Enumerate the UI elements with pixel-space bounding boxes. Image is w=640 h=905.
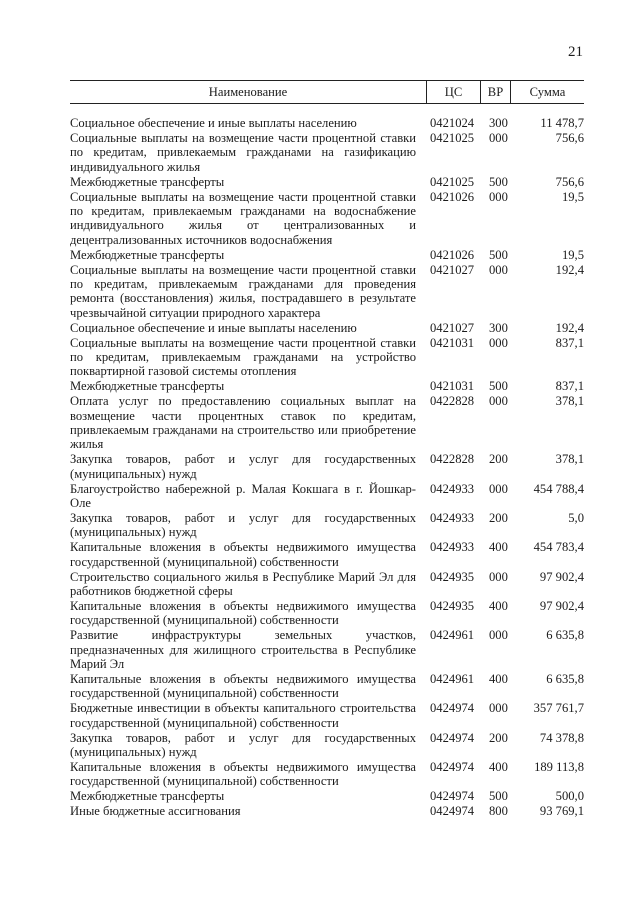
row-name: Капитальные вложения в объекты недвижимого имущества государственной (муниципальной) собственности [70, 598, 416, 628]
row-vr: 000 [489, 335, 508, 350]
row-cs: 0424933 [430, 510, 475, 525]
header-cs: ЦС [427, 81, 481, 103]
row-sum: 97 902,4 [539, 569, 584, 584]
row-vr: 200 [489, 730, 508, 745]
row-sum: 74 378,8 [539, 730, 584, 745]
row-cs: 0421031 [430, 335, 475, 350]
row-sum: 6 635,8 [546, 671, 584, 686]
row-cs: 0421024 [430, 116, 475, 130]
table-row [70, 570, 584, 599]
table-row [70, 511, 584, 540]
row-sum: 454 783,4 [533, 540, 584, 555]
table-row [70, 672, 584, 701]
table-row [70, 701, 584, 730]
table-row [70, 599, 584, 628]
row-name: Социальное обеспечение и иные выплаты населению [70, 116, 357, 130]
row-sum: 378,1 [555, 452, 584, 467]
row-vr: 000 [489, 628, 508, 643]
row-cs: 0424961 [430, 671, 475, 686]
row-vr: 500 [489, 247, 508, 262]
table-row [70, 116, 584, 130]
header-vr: ВР [481, 81, 511, 103]
row-name: Межбюджетные трансферты [70, 174, 225, 189]
table-row [70, 190, 584, 248]
row-cs: 0421027 [430, 262, 475, 277]
row-vr: 500 [489, 174, 508, 189]
budget-table [70, 80, 584, 819]
row-name: Капитальные вложения в объекты недвижимого имущества государственной (муниципальной) собственности [70, 759, 416, 789]
row-name: Межбюджетные трансферты [70, 789, 225, 804]
row-sum: 19,5 [561, 247, 584, 262]
row-vr: 400 [489, 540, 508, 555]
row-sum: 837,1 [555, 335, 584, 350]
row-vr: 200 [489, 510, 508, 525]
row-sum: 5,0 [568, 510, 584, 525]
row-cs: 0424974 [430, 730, 475, 745]
table-row [70, 263, 584, 321]
table-row [70, 482, 584, 511]
table-row [70, 452, 584, 481]
row-vr: 500 [489, 379, 508, 394]
row-vr: 000 [489, 569, 508, 584]
table-row [70, 394, 584, 452]
row-sum: 756,6 [555, 130, 584, 145]
table-row [70, 175, 584, 189]
row-vr: 800 [489, 804, 508, 819]
row-cs: 0424974 [430, 701, 475, 716]
row-name: Социальное обеспечение и иные выплаты населению [70, 320, 357, 335]
row-vr: 000 [489, 189, 508, 204]
row-cs: 0421025 [430, 174, 475, 189]
row-sum: 19,5 [561, 189, 584, 204]
row-name: Закупка товаров, работ и услуг для государственных (муниципальных) нужд [70, 452, 416, 481]
row-sum: 454 788,4 [533, 481, 584, 496]
row-cs: 0422828 [430, 452, 475, 467]
row-cs: 0424961 [430, 628, 475, 643]
row-sum: 500,0 [555, 789, 584, 804]
row-sum: 192,4 [555, 262, 584, 277]
row-cs: 0424974 [430, 759, 475, 774]
row-cs: 0422828 [430, 394, 475, 409]
row-cs: 0424974 [430, 789, 475, 804]
table-body [70, 116, 584, 819]
row-vr: 300 [489, 320, 508, 335]
row-cs: 0421031 [430, 379, 475, 394]
row-name: Закупка товаров, работ и услуг для государственных (муниципальных) нужд [70, 510, 416, 540]
table-row [70, 336, 584, 379]
row-name: Закупка товаров, работ и услуг для государственных (муниципальных) нужд [70, 730, 416, 759]
row-sum: 756,6 [555, 174, 584, 189]
table-header [70, 80, 584, 104]
row-sum: 189 113,8 [534, 759, 584, 774]
table-row [70, 321, 584, 335]
row-cs: 0421025 [430, 130, 475, 145]
row-name: Иные бюджетные ассигнования [70, 804, 241, 819]
row-cs: 0424935 [430, 569, 475, 584]
row-sum: 11 478,7 [540, 116, 584, 130]
row-sum: 192,4 [555, 320, 584, 335]
table-row [70, 540, 584, 569]
row-name: Социальные выплаты на возмещение части процентной ставки по кредитам, привлекаемым гражданами для проведения ремонта (восстановления) жилья, пострадавшего в результате чрезвычайной ситуации природного характера [70, 262, 416, 320]
header-name: Наименование [70, 81, 427, 103]
row-vr: 400 [489, 671, 508, 686]
table-row [70, 804, 584, 818]
table-row [70, 760, 584, 789]
row-cs: 0421027 [430, 320, 475, 335]
row-vr: 000 [489, 262, 508, 277]
row-name: Межбюджетные трансферты [70, 379, 225, 394]
row-name: Межбюджетные трансферты [70, 247, 225, 262]
row-vr: 000 [489, 701, 508, 716]
row-sum: 837,1 [555, 379, 584, 394]
row-vr: 300 [489, 116, 508, 130]
row-name: Социальные выплаты на возмещение части процентной ставки по кредитам, привлекаемым гражданами на водоснабжение индивидуального жилья от централизованных и децентрализованных источников водоснабжения [70, 189, 416, 247]
row-name: Строительство социального жилья в Республике Марий Эл для работников бюджетной сферы [70, 569, 416, 598]
row-cs: 0424933 [430, 481, 475, 496]
row-cs: 0424974 [430, 804, 475, 819]
row-sum: 357 761,7 [533, 701, 584, 716]
row-name: Социальные выплаты на возмещение части процентной ставки по кредитам, привлекаемым гражданами на газификацию индивидуального жилья [70, 130, 416, 174]
row-name: Бюджетные инвестиции в объекты капитального строительства государственной (муниципальной) собственности [70, 701, 416, 730]
row-vr: 400 [489, 759, 508, 774]
row-sum: 6 635,8 [546, 628, 584, 643]
row-name: Капитальные вложения в объекты недвижимого имущества государственной (муниципальной) собственности [70, 540, 416, 569]
row-sum: 93 769,1 [539, 804, 584, 819]
page-number: 21 [568, 44, 583, 60]
table-row [70, 248, 584, 262]
row-vr: 000 [489, 130, 508, 145]
row-name: Оплата услуг по предоставлению социальных выплат на возмещение части процентных ставок по кредитам, привлекаемым гражданами на строительство или приобретение жилья [70, 394, 416, 452]
table-row [70, 731, 584, 760]
header-sum: Сумма [529, 85, 566, 99]
row-name: Капитальные вложения в объекты недвижимого имущества государственной (муниципальной) собственности [70, 671, 416, 701]
table-row [70, 789, 584, 803]
row-sum: 97 902,4 [539, 598, 584, 613]
row-cs: 0424933 [430, 540, 475, 555]
row-cs: 0424935 [430, 598, 475, 613]
table-row [70, 131, 584, 174]
row-name: Развитие инфраструктуры земельных участков, предназначенных для жилищного строительства в Республике Марий Эл [70, 628, 416, 672]
row-name: Социальные выплаты на возмещение части процентной ставки по кредитам, привлекаемым гражданами на устройство поквартирной газовой системы отопления [70, 335, 416, 379]
row-vr: 400 [489, 598, 508, 613]
row-cs: 0421026 [430, 189, 475, 204]
row-cs: 0421026 [430, 247, 475, 262]
row-name: Благоустройство набережной р. Малая Кокшага в г. Йошкар-Оле [70, 481, 416, 511]
row-vr: 500 [489, 789, 508, 804]
table-row [70, 628, 584, 671]
row-vr: 000 [489, 394, 508, 409]
row-vr: 200 [489, 452, 508, 467]
row-sum: 378,1 [555, 394, 584, 409]
row-vr: 000 [489, 481, 508, 496]
table-row [70, 379, 584, 393]
